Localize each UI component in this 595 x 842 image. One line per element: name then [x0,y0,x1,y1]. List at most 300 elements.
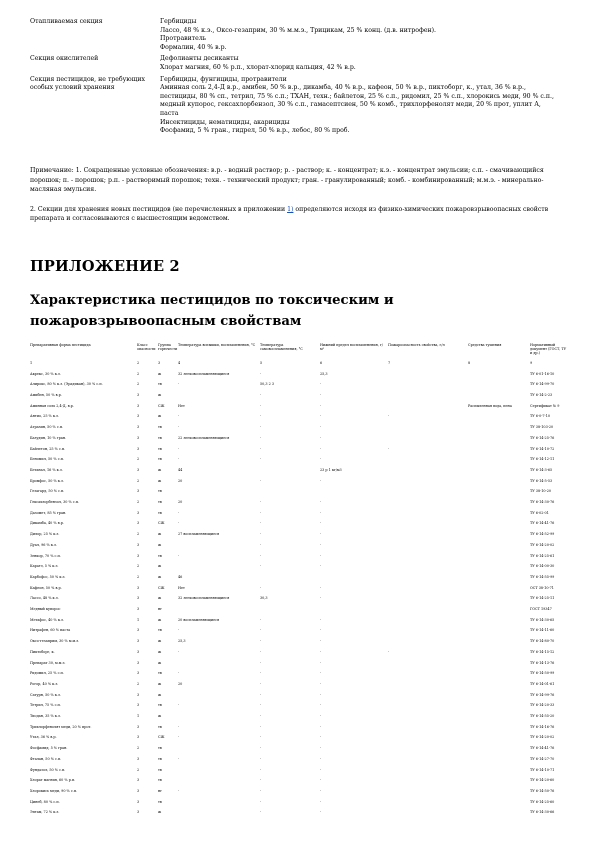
table-cell: 3 [137,639,140,644]
table-cell: - [320,735,322,740]
table-cell [468,425,530,429]
table-cell: ТУ 6-14-10-72 [530,446,555,451]
table-cell: ж [158,564,162,569]
table-cell: - [178,649,180,654]
table-cell: 25,3 [320,371,328,376]
table-cell: 20 [178,500,183,505]
note-abbreviations: Примечание: 1. Сокращенные условные обозначения: в.р. - водный раствор; р. - раствор; к. - концентрат; к.э. - концентрат эмульсии; с.п. - смачивающийся порошок; п. - порошок; р.п. - растворимый порошок; техн. - технический продукт; гран. - гранулированный; комб. - комбинированный; м.м.э. - минерально-масляная эмульсия. [30,167,544,193]
table-cell: ТУ 6-14-99-70 [530,382,555,387]
table-cell: Нет [178,585,185,590]
table-cell: Хлорокись меди, 90 % с.п. [30,788,78,793]
table-cell: 22 легковоспламеняющиеся [178,435,230,440]
table-cell: - [260,746,262,751]
section-name: Секция окислителей [30,55,99,63]
table-cell [178,489,260,493]
table-cell: ТУ 6-14-99-76 [530,692,555,697]
table-cell: Оксо-гезаприм, 30 % м.м.э. [30,639,80,644]
section-line: Протравитель [160,35,207,43]
table-cell [388,489,468,493]
table-cell: 3 [137,435,140,440]
table-cell: ТУ 6-14-25-11 [530,596,555,601]
table-cell: - [320,446,322,451]
table-cell: 20 [178,478,183,483]
table-cell: 2 [137,371,140,376]
table-cell: - [260,628,262,633]
column-header: Средства тушения [468,343,502,347]
table-cell: - [320,596,322,601]
table-cell: - [388,446,390,451]
table-cell: 23 р 1 кг/м3 [320,467,342,472]
table-cell [388,404,468,408]
table-cell [388,372,468,376]
table-cell: 46 [178,574,183,579]
table-cell: СЖ [158,403,165,408]
table-cell: - [178,446,180,451]
section-line: Гербициды, фунгициды, протравители [160,75,287,83]
table-cell: тв [158,489,162,494]
section-line: Формалин, 40 % в.р. [160,43,227,51]
table-cell: - [260,767,262,772]
table-cell [178,746,260,750]
table-cell: 3 [137,393,140,398]
table-cell: 4 [178,361,181,365]
table-cell: 3 [137,692,140,697]
note2-text-end: определяются исходя из физико-химических пожаровзрывоопасных свойств препарата и согласовываются с высшестоящим ведомством. [30,205,549,222]
table-cell: Фундазол, 50 % с.п. [30,767,66,772]
table-cell [388,564,468,568]
table-cell: - [320,660,322,665]
table-cell: - [260,778,262,783]
table-cell: тв [158,778,162,783]
table-cell: Аминная соль 2,4-Д, в.р. [30,403,74,408]
table-cell: 2 [137,457,140,462]
table-cell: 3 [137,542,140,547]
table-cell: 1 [137,617,140,622]
table-cell: ТУ 6-14-41-76 [530,746,555,751]
table-cell [178,607,260,611]
table-cell [468,532,530,536]
table-cell: ТУ 6-14-30-66 [530,810,555,815]
table-cell: Дикамба, 40 % в.р. [30,521,64,526]
table-cell: - [260,446,262,451]
table-cell: 2 [137,478,140,483]
table-cell [468,671,530,675]
column-header: Класс опасности [137,343,156,352]
table-cell [320,489,388,493]
table-cell: 3 [137,425,140,430]
table-cell: 20 [178,681,183,686]
table-cell [468,746,530,750]
table-cell: 3 [158,361,161,365]
table-cell [468,511,530,515]
table-cell: ТУ 6-14-3-65 [530,467,553,472]
table-cell: - [260,532,262,537]
table-cell: СЖ [158,521,165,526]
table-cell [388,682,468,686]
table-cell [388,500,468,504]
table-cell [178,714,260,718]
table-cell: 1 [137,714,140,719]
table-cell: 3 [137,660,140,665]
table-cell [468,436,530,440]
table-cell: ТУ 6-14-20-02 [530,542,555,547]
table-cell: - [320,671,322,676]
table-cell: ТУ 6-14-30-76 [530,500,555,505]
table-cell: тв [158,510,162,515]
table-cell [468,789,530,793]
table-cell: - [260,500,262,505]
table-cell [468,500,530,504]
table-cell: - [320,767,322,772]
table-cell: Трихлорфенолят меди, 20 % прот. [30,724,92,729]
table-cell: - [260,403,262,408]
table-cell [178,393,260,397]
table-cell: тв [158,435,162,440]
table-row [30,671,570,675]
table-cell [388,703,468,707]
table-cell: - [388,414,390,419]
table-cell [388,789,468,793]
table-cell: 3 [137,585,140,590]
table-cell: ТУ 38-103-20 [530,425,554,430]
table-row [30,436,570,440]
table-cell: 50,3 2 3 [260,382,275,387]
table-cell: - [320,810,322,815]
table-cell: - [260,692,262,697]
table-cell: ТУ 6-14-52-99 [530,532,555,537]
table-cell: тв [158,446,162,451]
table-cell [468,693,530,697]
table-cell: - [260,553,262,558]
table-cell: Базудин, 10 % гран. [30,435,67,440]
table-cell: 3 [137,403,140,408]
table-cell: - [320,681,322,686]
table-cell: - [260,435,262,440]
table-cell: 20 воспламеняющиеся [178,617,220,622]
table-row [30,361,570,365]
table-cell: ТУ 6-14-27-70 [530,756,555,761]
table-cell: - [388,649,390,654]
column-header: Нормативный документ (ГОСТ, ТУ и др.) [530,343,567,356]
table-row [30,468,570,472]
table-cell: Нет [178,403,185,408]
table-cell: ТУ 6-14-25-76 [530,435,555,440]
table-cell: - [178,553,180,558]
table-cell: 2 [137,564,140,569]
table-cell: - [320,746,322,751]
table-cell: ж [158,639,162,644]
table-cell: ТУ 6-14-13-76 [530,660,555,665]
table-cell [178,543,260,547]
column-header: Пожароопасность свойства, г/л [388,343,445,347]
table-cell: 3 [137,607,140,612]
table-cell: Бетанал, 16 % к.э. [30,467,63,472]
section-line: Гербициды [160,18,197,25]
table-cell: Гезагард, 50 % с.п. [30,489,65,494]
table-cell [178,810,260,814]
table-cell: - [320,542,322,547]
table-cell: - [320,414,322,419]
table-cell: 3 [137,735,140,740]
table-cell: 3 [137,703,140,708]
table-cell: Алирокс, 80 % к.э. (Эрадикан), 30 % с.п. [30,382,103,387]
table-cell: ж [158,371,162,376]
table-cell: ж [158,714,162,719]
table-row [30,554,570,558]
table-cell [468,521,530,525]
table-cell [388,479,468,483]
table-cell [468,414,530,418]
table-cell [388,554,468,558]
table-cell: тв [158,724,162,729]
table-cell: - [320,692,322,697]
table-cell: ОСТ 38-10-71 [530,585,554,590]
table-row [30,768,570,772]
table-cell [468,479,530,483]
table-cell [388,778,468,782]
table-cell: - [260,414,262,419]
table-cell [468,650,530,654]
table-cell: - [178,414,180,419]
table-cell: Каратэ, 5 % к.э. [30,564,59,569]
storage-sections-table [30,18,560,139]
table-cell: 3 [137,414,140,419]
table-cell [468,639,530,643]
table-cell [468,682,530,686]
table-cell: - [320,532,322,537]
table-cell [468,586,530,590]
table-cell: - [320,478,322,483]
table-cell: тв [158,746,162,751]
table-cell: ж [158,660,162,665]
table-cell: ТУ 6-14-25-60 [530,799,555,804]
table-cell: - [178,382,180,387]
table-cell: ж [158,393,162,398]
table-cell [468,596,530,600]
table-cell: - [178,425,180,430]
table-cell: тв [158,500,162,505]
table-cell: Рогор, 40 % к.э. [30,681,59,686]
section-contents [160,18,560,52]
table-cell [388,532,468,536]
note-new-pesticides [30,205,570,224]
storage-section-row [30,76,560,136]
table-cell [468,543,530,547]
table-cell: - [260,735,262,740]
table-cell: 7 [388,361,391,365]
table-cell: 2 [137,361,140,365]
table-cell: - [260,510,262,515]
table-cell: - [260,799,262,804]
table-cell: тв [158,425,162,430]
table-cell: 2 [137,574,140,579]
table-cell: тв [158,703,162,708]
table-cell: - [260,585,262,590]
table-cell [388,618,468,622]
table-cell: - [320,500,322,505]
table-cell: - [320,778,322,783]
table-header [30,343,570,357]
table-cell [468,778,530,782]
table-cell [388,757,468,761]
table-cell: 3 [137,649,140,654]
table-cell: - [260,756,262,761]
table-cell [468,489,530,493]
table-cell: Зенкор, 70 % с.п. [30,553,61,558]
table-cell [388,800,468,804]
table-cell: - [320,799,322,804]
table-cell: ТУ 6-14-12-11 [530,457,555,462]
table-cell: тв [158,382,162,387]
table-cell: ТУ 6-0-7-10 [530,414,551,419]
table-cell: 2 [137,500,140,505]
table-cell: ж [158,692,162,697]
section-line: Инсектициды, нематициды, акарициды [160,118,290,126]
table-row [30,457,570,461]
table-row [30,489,570,493]
table-cell: 3 [137,446,140,451]
table-cell: - [320,724,322,729]
table-cell: - [260,393,262,398]
table-cell: Утал, 36 % в.р. [30,735,57,740]
table-cell: - [260,649,262,654]
table-cell: Тиодан, 35 % к.э. [30,714,61,719]
table-row [30,511,570,515]
table-cell: - [260,703,262,708]
table-row [30,693,570,697]
table-cell [178,693,260,697]
table-cell: - [320,393,322,398]
table-cell [388,543,468,547]
table-cell: - [320,564,322,569]
table-cell: ТУ 6-14-10-71 [530,767,555,772]
table-cell: - [178,457,180,462]
table-cell [320,575,388,579]
table-cell: 3 [137,596,140,601]
table-cell [468,735,530,739]
table-cell: 3 [137,510,140,515]
table-cell [388,693,468,697]
table-cell [468,725,530,729]
table-row [30,628,570,632]
table-cell [468,768,530,772]
table-cell [260,575,320,579]
table-cell: 2 [137,382,140,387]
table-cell: 1 [30,361,33,365]
table-cell: 2 [137,746,140,751]
table-cell: Нитрафен, 60 % паста [30,628,71,633]
table-row [30,746,570,750]
table-cell: Акрекс, 30 % к.э. [30,371,61,376]
table-cell: 3 [137,724,140,729]
table-row [30,543,570,547]
table-cell: Фосфамид, 5 % гран. [30,746,68,751]
table-cell: ж [158,810,162,815]
table-cell: нг [158,607,163,612]
table-cell: Дазомет, 85 % гран. [30,510,67,515]
table-cell: - [178,671,180,676]
table-row [30,575,570,579]
table-cell [388,468,468,472]
table-cell: 3 [137,671,140,676]
appendix-1-link[interactable]: 1) [287,205,294,213]
column-header: Температура вспышки, воспламенения, °С [178,343,256,347]
table-cell: ТУ 6-14-20-02 [530,735,555,740]
table-cell [388,746,468,750]
table-cell: Сертификат № 9 [530,403,560,408]
table-row [30,682,570,686]
table-cell: - [320,617,322,622]
table-cell: СЖ [158,735,165,740]
table-cell: - [260,660,262,665]
table-cell: ТУ 6-02-01 [530,510,549,515]
section-line: Хлорат магния, 60 % р.п., хлорат-хлорид кальция, 42 % в.р. [160,63,356,71]
table-cell: - [178,735,180,740]
table-cell: ж [158,467,162,472]
table-cell [178,564,260,568]
table-cell: - [260,371,262,376]
table-cell: - [178,703,180,708]
table-cell: 3 [137,778,140,783]
table-cell: Цинеб, 80 % с.п. [30,799,60,804]
table-row [30,778,570,782]
table-cell: ж [158,596,162,601]
table-cell: ж [158,681,162,686]
notes-block [30,166,570,234]
section-contents [160,76,560,136]
table-cell: Эптам, 72 % к.э. [30,810,60,815]
table-cell [388,661,468,665]
table-cell: 3 [137,799,140,804]
table-cell [388,425,468,429]
table-cell: ж [158,414,162,419]
table-cell: - [260,788,262,793]
table-cell: ТУ 6-14-25-61 [530,553,555,558]
table-cell: ж [158,617,162,622]
table-cell: ТУ 6-14-01-61 [530,681,555,686]
table-cell: Бромфос, 50 % к.э. [30,478,64,483]
table-cell: - [260,810,262,815]
table-cell [178,800,260,804]
table-row [30,479,570,483]
section-line: Фосфамид, 5 % гран., гидрел, 50 % в.р., лебос, 80 % проб. [160,127,350,135]
table-cell [468,661,530,665]
table-cell [468,628,530,632]
table-row [30,661,570,665]
table-row [30,500,570,504]
table-cell: тв [158,457,162,462]
table-cell: 25,3 [178,639,186,644]
table-row [30,521,570,525]
table-cell: Препарат 30, м.м.э. [30,660,66,665]
table-cell [468,372,530,376]
table-cell: ж [158,532,162,537]
table-cell: Карбофос, 50 % к.э. [30,574,66,579]
table-cell: ТУ 6-14-00-30 [530,564,555,569]
table-row [30,735,570,739]
column-header: Температура самовоспламенения, °С [260,343,303,352]
table-cell: ТУ 6-14-41-76 [530,521,555,526]
table-cell: 3 [137,810,140,815]
table-cell: Гексахлорбензол, 30 % с.п. [30,500,80,505]
table-row [30,447,570,451]
table-cell: Дуал, 96 % к.э. [30,542,57,547]
table-cell: Дилор, 25 % к.э. [30,532,60,537]
table-cell [388,457,468,461]
table-cell [178,661,260,665]
table-cell [260,468,320,472]
table-cell [388,382,468,386]
